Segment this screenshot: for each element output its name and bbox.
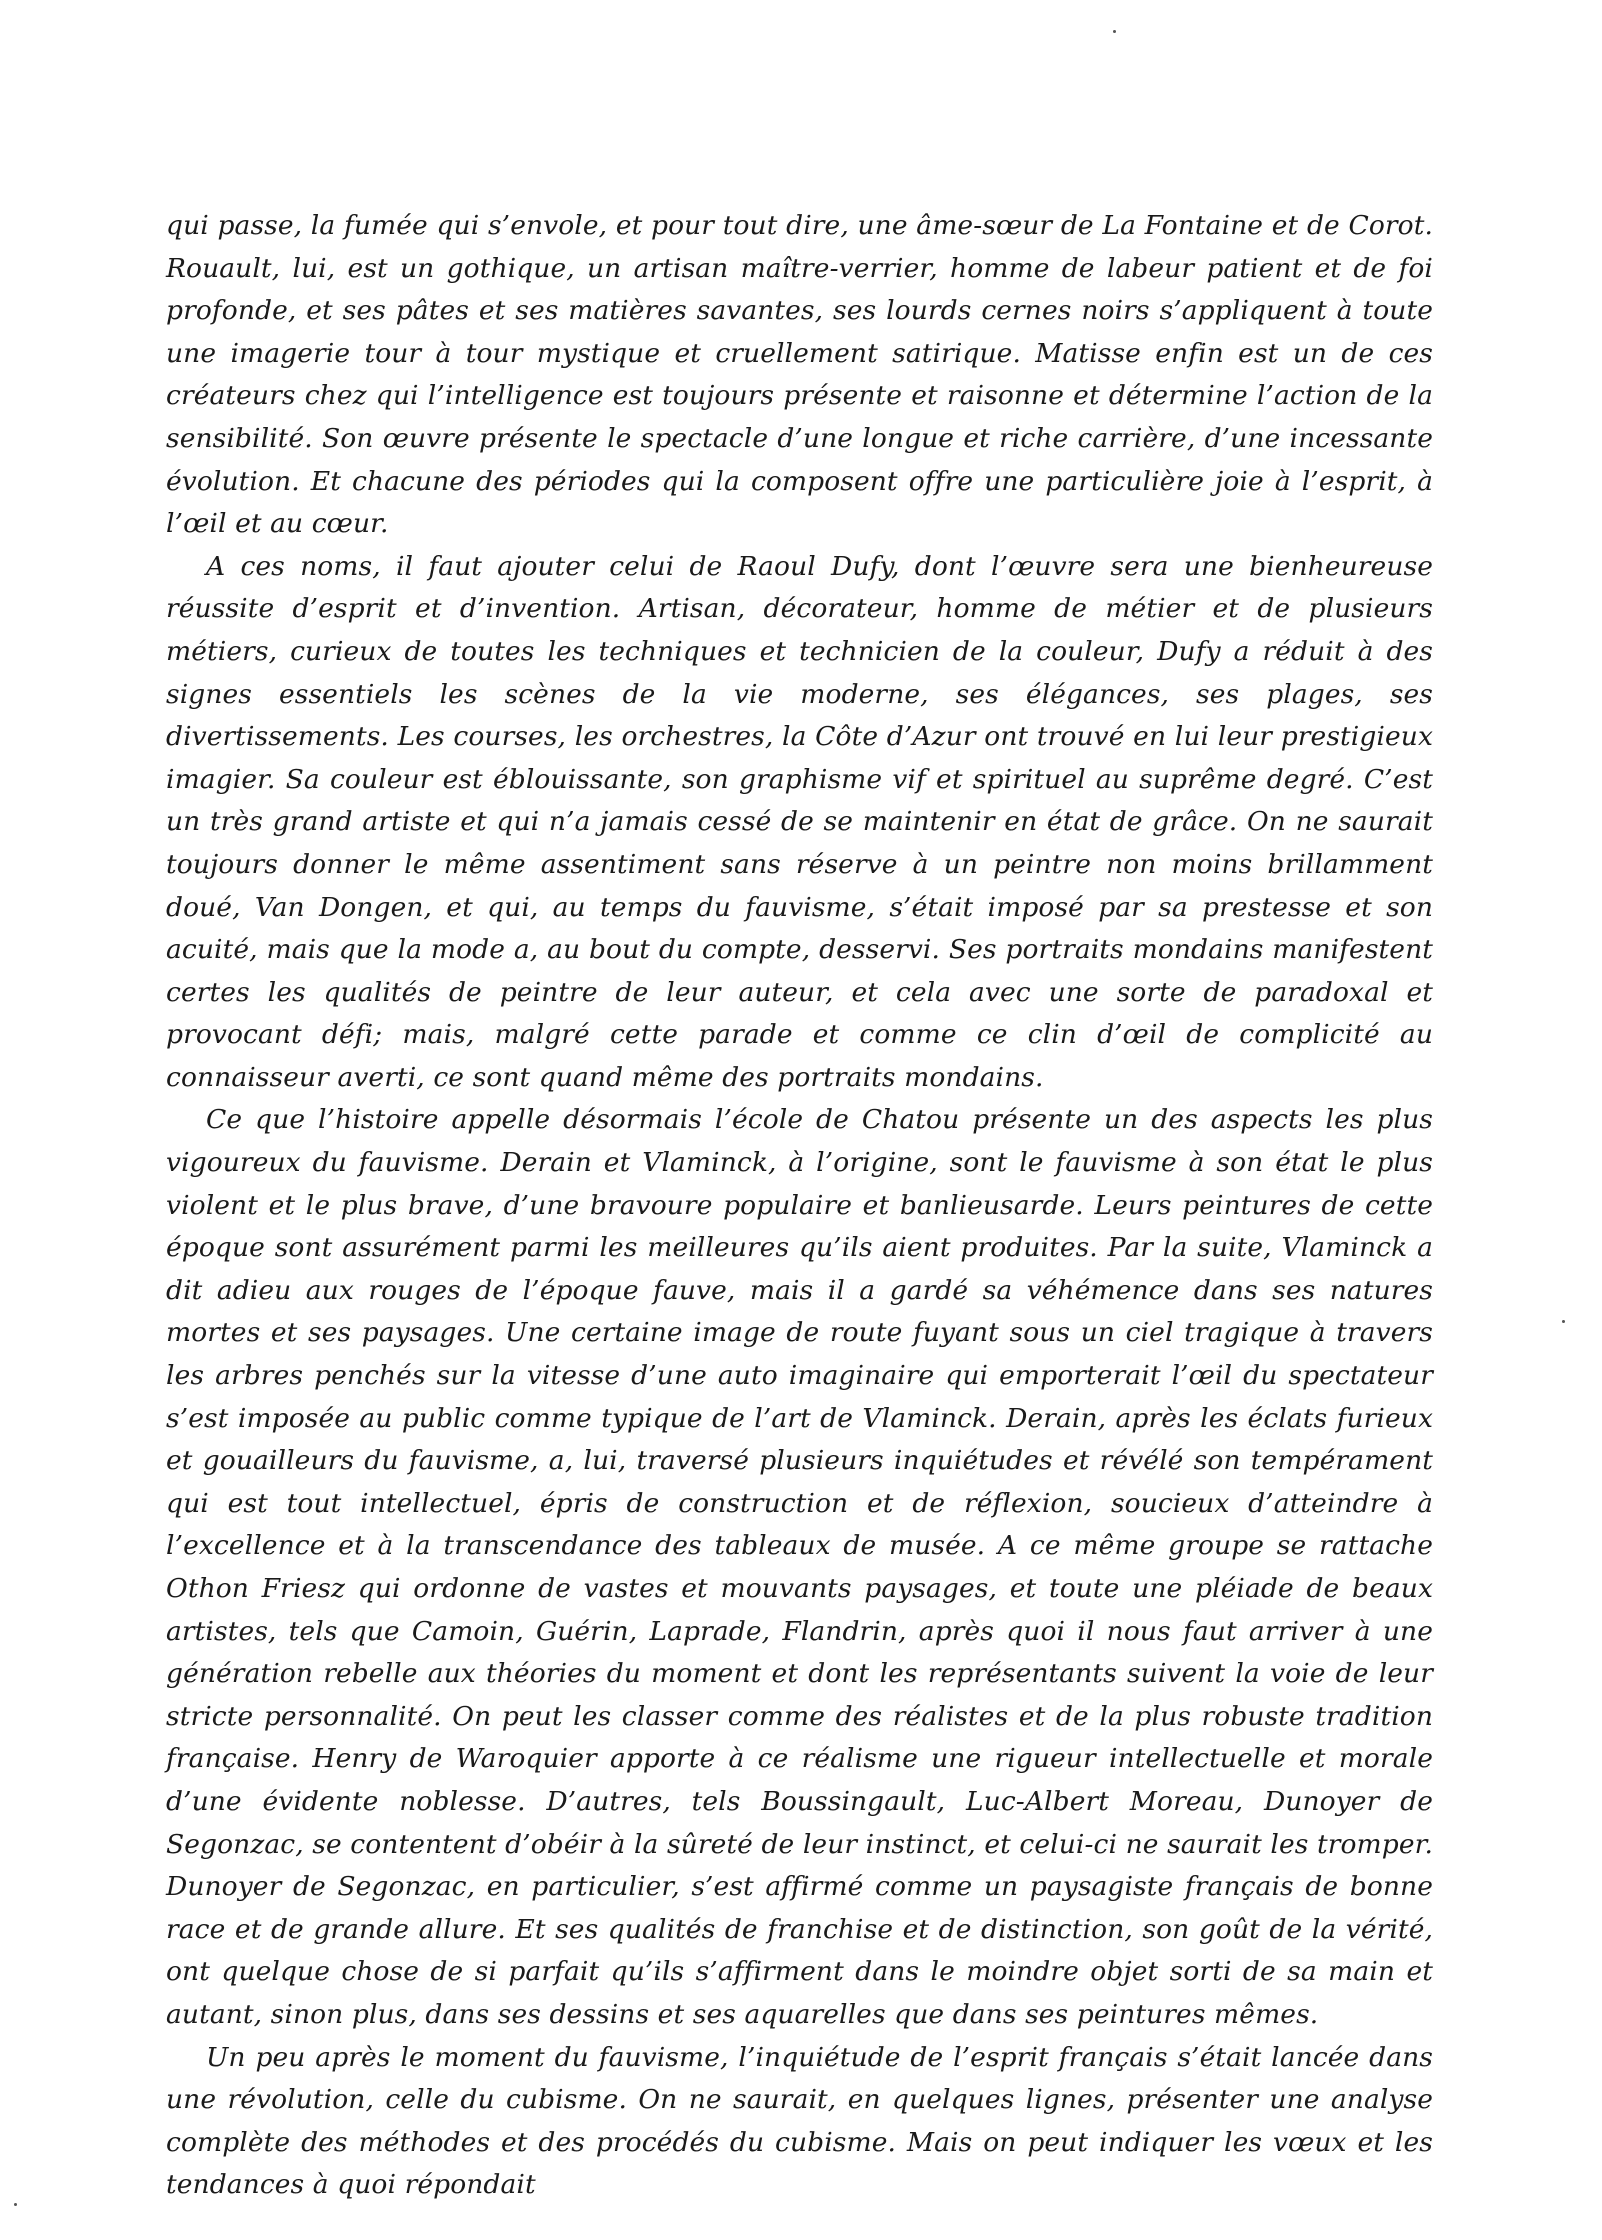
- body-text: [166, 205, 1433, 2207]
- print-speck-bottom: [14, 2203, 17, 2206]
- paragraph-4: Un peu après le moment du fauvisme, l’inquiétude de l’esprit français s’était lancée dans une révolution, celle du cubisme. On ne saurait, en quelques lignes, présenter une analyse complète des méthodes et des procédés du cubisme. Mais on peut indiquer les vœux et les tendances à quoi répondait: [166, 2041, 1433, 2201]
- paragraph-3: Ce que l’histoire appelle désormais l’école de Chatou présente un des aspects les plus vigoureux du fauvisme. Derain et Vlaminck, à l’origine, sont le fauvisme à son état le plus violent et le plus brave, d’une bravoure populaire et banlieusarde. Leurs peintures de cette époque sont assurément parmi les meilleures qu’ils aient produites. Par la suite, Vlaminck a dit adieu aux rouges de l’époque fauve, mais il a gardé sa véhémence dans ses natures mortes et ses paysages. Une certaine image de route fuyant sous un ciel tragique à travers les arbres penchés sur la vitesse d’une auto imaginaire qui emporterait l’œil du spectateur s’est imposée au public comme typique de l’art de Vlaminck. Derain, après les éclats furieux et gouailleurs du fauvisme, a, lui, traversé plusieurs inquiétudes et révélé son tempérament qui est tout intellectuel, épris de construction et de réflexion, soucieux d’atteindre à l’excellence et à la transcendance des tableaux de musée. A ce même groupe se rattache Othon Friesz qui ordonne de vastes et mouvants paysages, et toute une pléiade de beaux artistes, tels que Camoin, Guérin, Laprade, Flandrin, après quoi il nous faut arriver à une génération rebelle aux théories du moment et dont les représentants suivent la voie de leur stricte personnalité. On peut les classer comme des réalistes et de la plus robuste tradition française. Henry de Waroquier apporte à ce réalisme une rigueur intellectuelle et morale d’une évidente noblesse. D’autres, tels Boussingault, Luc-Albert Moreau, Dunoyer de Segonzac, se contentent d’obéir à la sûreté de leur instinct, et celui-ci ne saurait les tromper. Dunoyer de Segonzac, en particulier, s’est affirmé comme un paysagiste français de bonne race et de grande allure. Et ses qualités de franchise et de distinction, son goût de la vérité, ont quelque chose de si parfait qu’ils s’affirment dans le moindre objet sorti de sa main et autant, sinon plus, dans ses dessins et ses aquarelles que dans ses peintures mêmes.: [166, 1104, 1433, 2030]
- print-speck-right: [1562, 1320, 1565, 1323]
- print-speck-top: [1113, 30, 1116, 33]
- paragraph-1: qui passe, la fumée qui s’envole, et pour tout dire, une âme-sœur de La Fontaine et de Corot. Rouault, lui, est un gothique, un artisan maître-verrier, homme de labeur patient et de foi profonde, et ses pâtes et ses matières savantes, ses lourds cernes noirs s’appliquent à toute une imagerie tour à tour mystique et cruellement satirique. Matisse enfin est un de ces créateurs chez qui l’intelligence est toujours présente et raisonne et détermine l’action de la sensibilité. Son œuvre présente le spectacle d’une longue et riche carrière, d’une incessante évolution. Et chacune des périodes qui la composent offre une particulière joie à l’esprit, à l’œil et au cœur.: [166, 210, 1433, 540]
- paragraph-2: A ces noms, il faut ajouter celui de Raoul Dufy, dont l’œuvre sera une bienheureuse réussite d’esprit et d’invention. Artisan, décorateur, homme de métier et de plusieurs métiers, curieux de toutes les techniques et technicien de la couleur, Dufy a réduit à des signes essentiels les scènes de la vie moderne, ses élégances, ses plages, ses divertissements. Les courses, les orchestres, la Côte d’Azur ont trouvé en lui leur prestigieux imagier. Sa couleur est éblouissante, son graphisme vif et spirituel au suprême degré. C’est un très grand artiste et qui n’a jamais cessé de se maintenir en état de grâce. On ne saurait toujours donner le même assentiment sans réserve à un peintre non moins brillamment doué, Van Dongen, et qui, au temps du fauvisme, s’était imposé par sa prestesse et son acuité, mais que la mode a, au bout du compte, desservi. Ses portraits mondains manifestent certes les qualités de peintre de leur auteur, et cela avec une sorte de paradoxal et provocant défi; mais, malgré cette parade et comme ce clin d’œil de complicité au connaisseur averti, ce sont quand même des portraits mondains.: [166, 550, 1433, 1093]
